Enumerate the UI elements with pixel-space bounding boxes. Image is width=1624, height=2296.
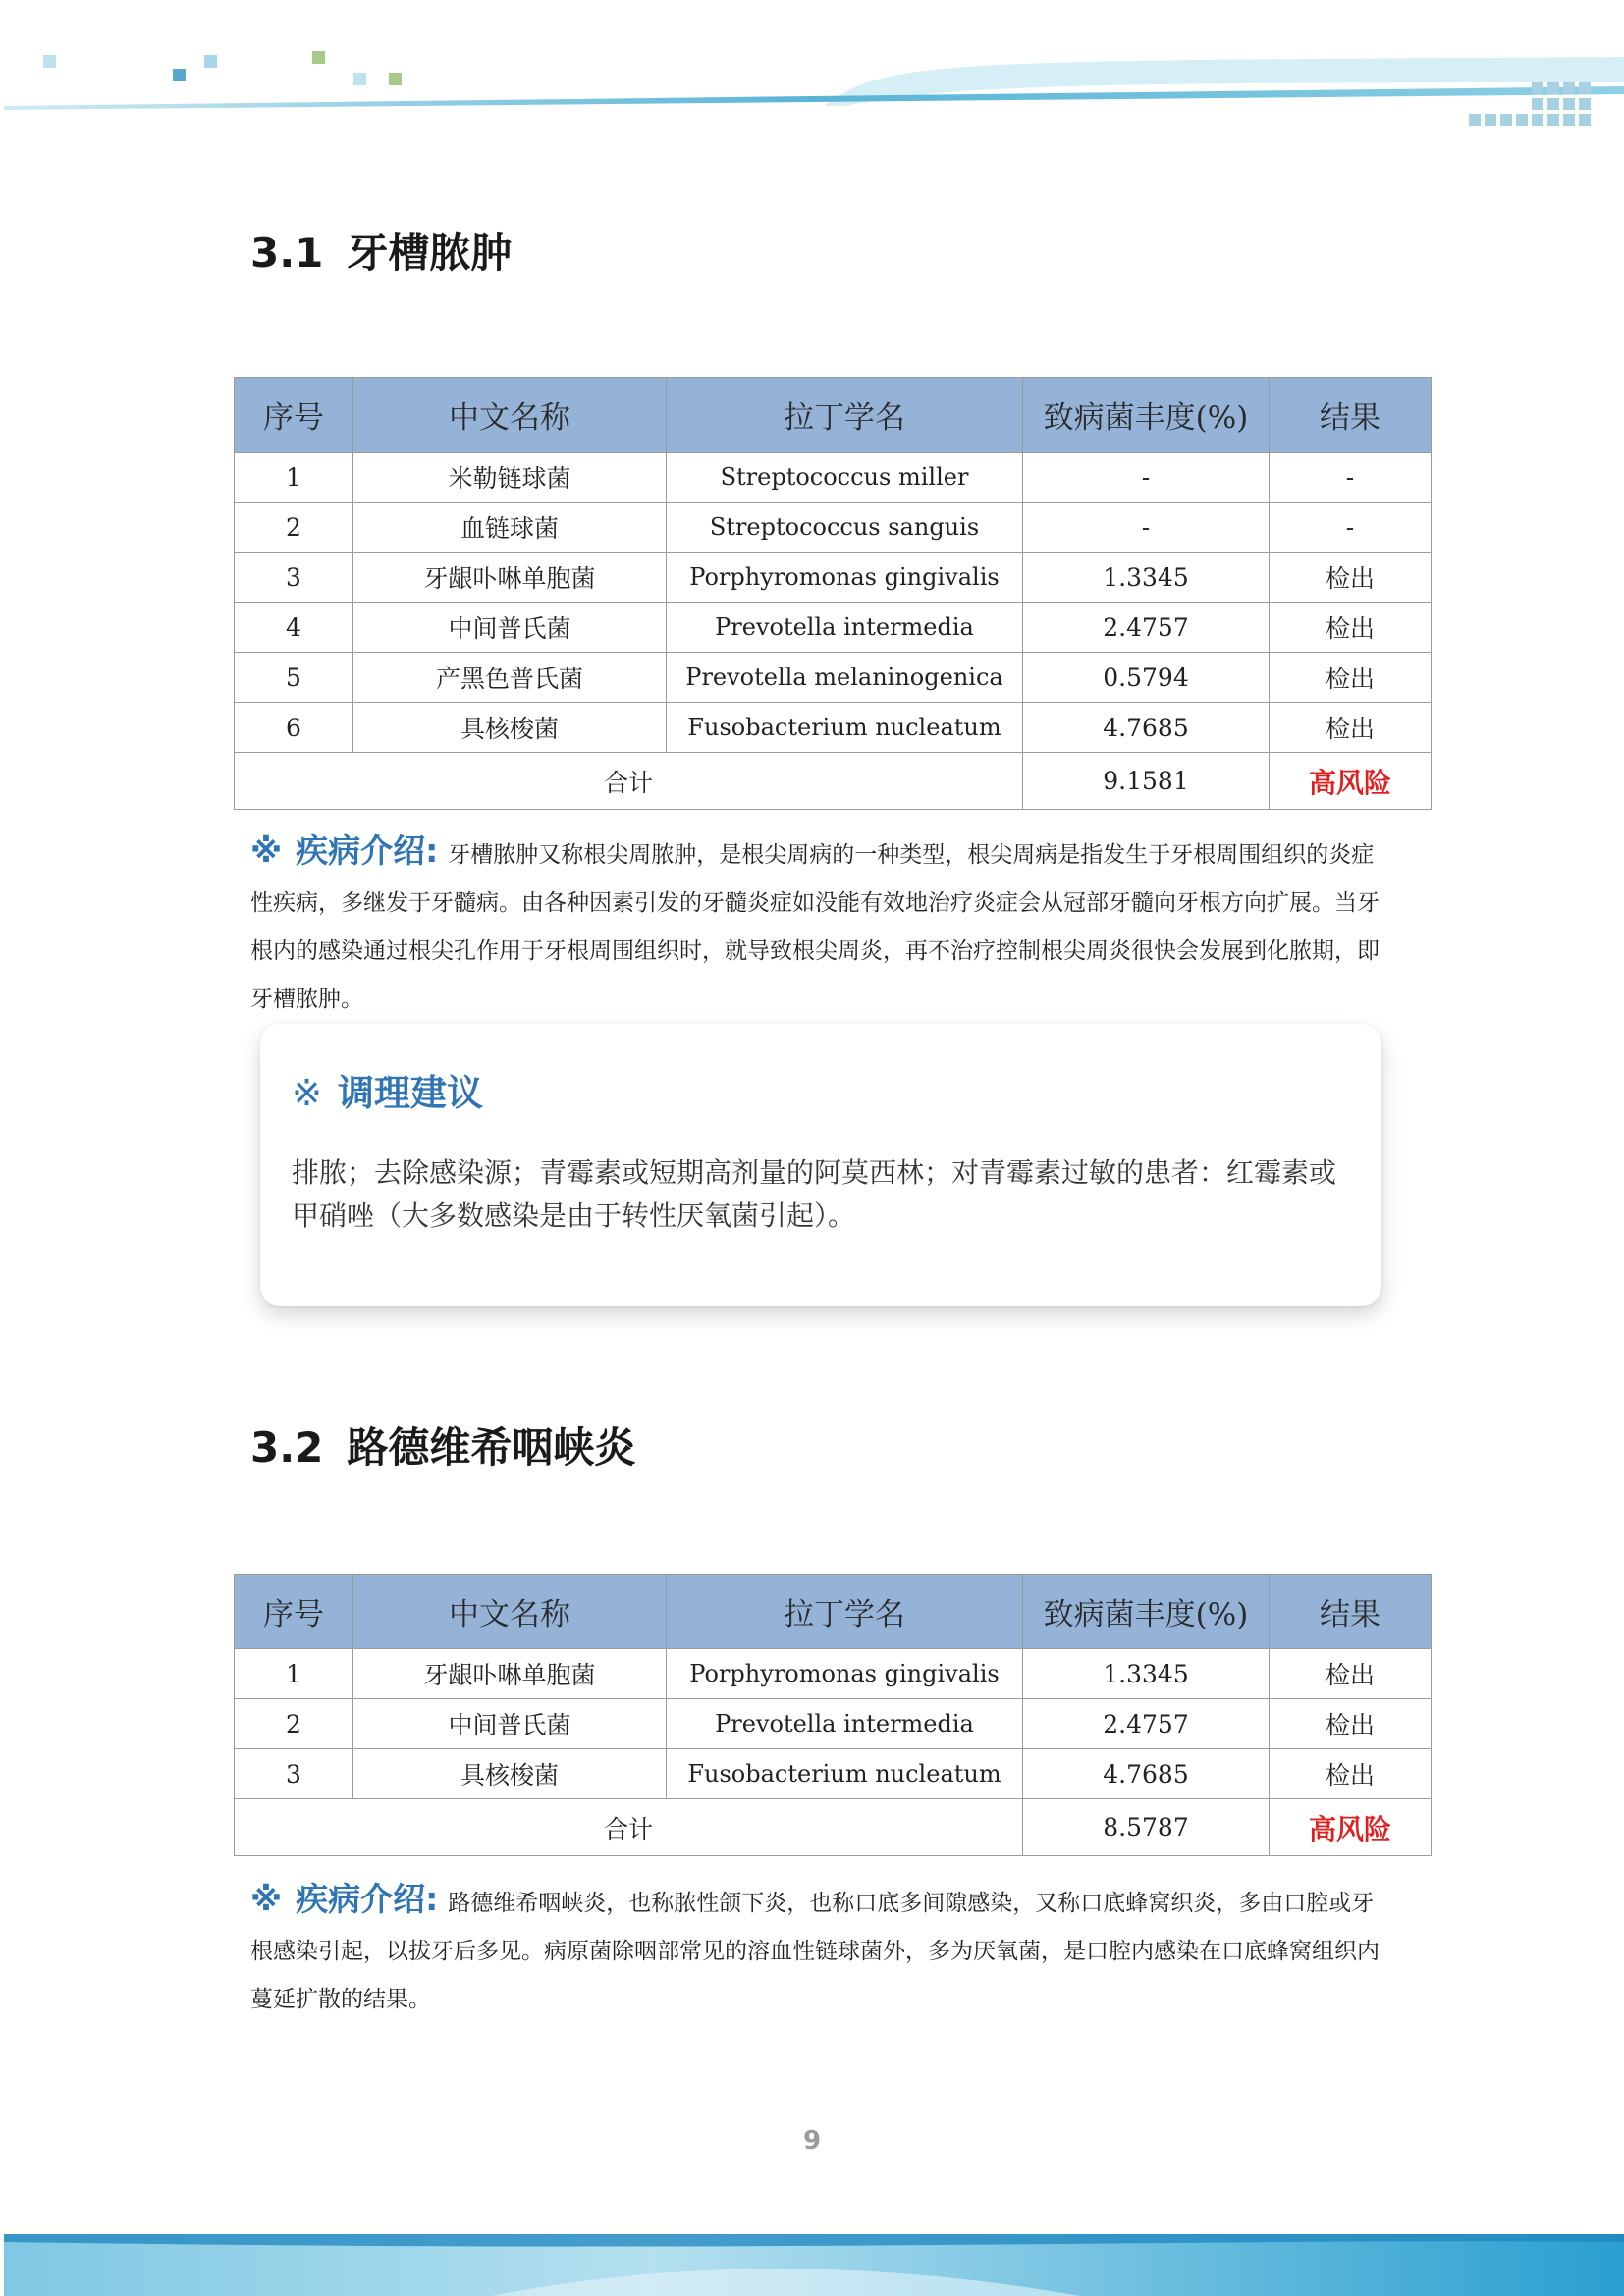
advice-card xyxy=(260,1024,1381,1306)
table-row xyxy=(235,553,1432,603)
intro-label: ※ 疾病介绍: xyxy=(250,831,439,870)
risk-badge: 高风险 xyxy=(1270,1799,1432,1856)
col-header-result: 结果 xyxy=(1270,1575,1432,1649)
cell-latin-name: Porphyromonas gingivalis xyxy=(667,553,1023,603)
cell-index: 6 xyxy=(235,703,353,753)
cell-index: 1 xyxy=(235,453,353,503)
cell-result: - xyxy=(1270,503,1432,553)
section-number: 3.1 xyxy=(250,229,324,277)
cell-abundance: 4.7685 xyxy=(1023,703,1270,753)
cell-chinese-name: 血链球菌 xyxy=(353,503,667,553)
cell-abundance: 1.3345 xyxy=(1023,1649,1270,1699)
cell-chinese-name: 中间普氏菌 xyxy=(353,603,667,653)
page-number: 9 xyxy=(802,2126,822,2156)
cell-result: 检出 xyxy=(1270,1749,1432,1799)
bacteria-table-3-2 xyxy=(234,1574,1432,1856)
cell-chinese-name: 产黑色普氏菌 xyxy=(353,653,667,703)
cell-latin-name: Prevotella intermedia xyxy=(667,1699,1023,1749)
cell-index: 2 xyxy=(235,1699,353,1749)
col-header-latin-name: 拉丁学名 xyxy=(667,378,1023,453)
cell-index: 3 xyxy=(235,553,353,603)
cell-abundance: 1.3345 xyxy=(1023,553,1270,603)
col-header-abundance: 致病菌丰度(%) xyxy=(1023,378,1270,453)
cell-abundance: 2.4757 xyxy=(1023,603,1270,653)
total-row xyxy=(235,1799,1432,1856)
cell-result: - xyxy=(1270,453,1432,503)
col-header-latin-name: 拉丁学名 xyxy=(667,1575,1023,1649)
cell-result: 检出 xyxy=(1270,603,1432,653)
table-row xyxy=(235,703,1432,753)
cell-latin-name: Fusobacterium nucleatum xyxy=(667,703,1023,753)
section-heading: 牙槽脓肿 xyxy=(347,229,513,277)
table-row xyxy=(235,453,1432,503)
header-band xyxy=(4,86,1624,110)
table-row xyxy=(235,1699,1432,1749)
cell-index: 2 xyxy=(235,503,353,553)
disease-intro-3-2 xyxy=(250,1875,1380,2024)
section-title-3-1 xyxy=(250,221,512,280)
risk-badge: 高风险 xyxy=(1270,753,1432,810)
disease-intro-3-1 xyxy=(250,827,1380,1024)
cell-result: 检出 xyxy=(1270,1699,1432,1749)
table-row xyxy=(235,653,1432,703)
table-row xyxy=(235,603,1432,653)
cell-latin-name: Streptococcus miller xyxy=(667,453,1023,503)
advice-text: 排脓；去除感染源；青霉素或短期高剂量的阿莫西林；对青霉素过敏的患者：红霉素或甲硝唑（大多数感染是由于转性厌氧菌引起）。 xyxy=(292,1156,1337,1232)
cell-result: 检出 xyxy=(1270,553,1432,603)
cell-chinese-name: 牙龈卟啉单胞菌 xyxy=(353,553,667,603)
cell-index: 4 xyxy=(235,603,353,653)
table-row xyxy=(235,1749,1432,1799)
cell-chinese-name: 牙龈卟啉单胞菌 xyxy=(353,1649,667,1699)
total-label: 合计 xyxy=(235,1799,1023,1856)
cell-latin-name: Streptococcus sanguis xyxy=(667,503,1023,553)
header-decoration xyxy=(0,0,1624,137)
cell-latin-name: Porphyromonas gingivalis xyxy=(667,1649,1023,1699)
footer-decoration xyxy=(0,2228,1624,2296)
cell-abundance: - xyxy=(1023,453,1270,503)
advice-title: ※ 调理建议 xyxy=(292,1072,484,1114)
cell-chinese-name: 中间普氏菌 xyxy=(353,1699,667,1749)
cell-index: 5 xyxy=(235,653,353,703)
col-header-chinese-name: 中文名称 xyxy=(353,1575,667,1649)
total-label: 合计 xyxy=(235,753,1023,810)
col-header-index: 序号 xyxy=(235,1575,353,1649)
reference-mark-icon: ※ xyxy=(250,831,283,870)
section-title-3-2 xyxy=(250,1415,635,1474)
reference-mark-icon: ※ xyxy=(292,1072,323,1114)
cell-latin-name: Fusobacterium nucleatum xyxy=(667,1749,1023,1799)
cell-chinese-name: 米勒链球菌 xyxy=(353,453,667,503)
cell-chinese-name: 具核梭菌 xyxy=(353,703,667,753)
cell-result: 检出 xyxy=(1270,1649,1432,1699)
cell-chinese-name: 具核梭菌 xyxy=(353,1749,667,1799)
total-abundance: 9.1581 xyxy=(1023,753,1270,810)
cell-abundance: - xyxy=(1023,503,1270,553)
col-header-result: 结果 xyxy=(1270,378,1432,453)
col-header-index: 序号 xyxy=(235,378,353,453)
section-number: 3.2 xyxy=(250,1423,324,1471)
cell-latin-name: Prevotella intermedia xyxy=(667,603,1023,653)
cell-abundance: 0.5794 xyxy=(1023,653,1270,703)
col-header-chinese-name: 中文名称 xyxy=(353,378,667,453)
cell-index: 1 xyxy=(235,1649,353,1699)
cell-result: 检出 xyxy=(1270,703,1432,753)
intro-label: ※ 疾病介绍: xyxy=(250,1880,439,1918)
col-header-abundance: 致病菌丰度(%) xyxy=(1023,1575,1270,1649)
intro-text: 路德维希咽峡炎，也称脓性颌下炎，也称口底多间隙感染，又称口底蜂窝织炎，多由口腔或牙根感染引起，以拔牙后多见。病原菌除咽部常见的溶血性链球菌外，多为厌氧菌，是口腔内感染在口底蜂窝组织内蔓延扩散的结果。 xyxy=(250,1891,1380,2012)
table-row xyxy=(235,1649,1432,1699)
section-heading: 路德维希咽峡炎 xyxy=(347,1423,636,1471)
cell-latin-name: Prevotella melaninogenica xyxy=(667,653,1023,703)
cell-abundance: 2.4757 xyxy=(1023,1699,1270,1749)
table-row xyxy=(235,503,1432,553)
cell-abundance: 4.7685 xyxy=(1023,1749,1270,1799)
cell-index: 3 xyxy=(235,1749,353,1799)
cell-result: 检出 xyxy=(1270,653,1432,703)
total-row xyxy=(235,753,1432,810)
total-abundance: 8.5787 xyxy=(1023,1799,1270,1856)
bacteria-table-3-1 xyxy=(234,377,1432,810)
reference-mark-icon: ※ xyxy=(250,1880,283,1918)
intro-text: 牙槽脓肿又称根尖周脓肿，是根尖周病的一种类型，根尖周病是指发生于牙根周围组织的炎症性疾病，多继发于牙髓病。由各种因素引发的牙髓炎症如没能有效地治疗炎症会从冠部牙髓向牙根方向扩展。当牙根内的感染通过根尖孔作用于牙根周围组织时，就导致根尖周炎，再不治疗控制根尖周炎很快会发展到化脓期，即牙槽脓肿。 xyxy=(250,842,1380,1012)
